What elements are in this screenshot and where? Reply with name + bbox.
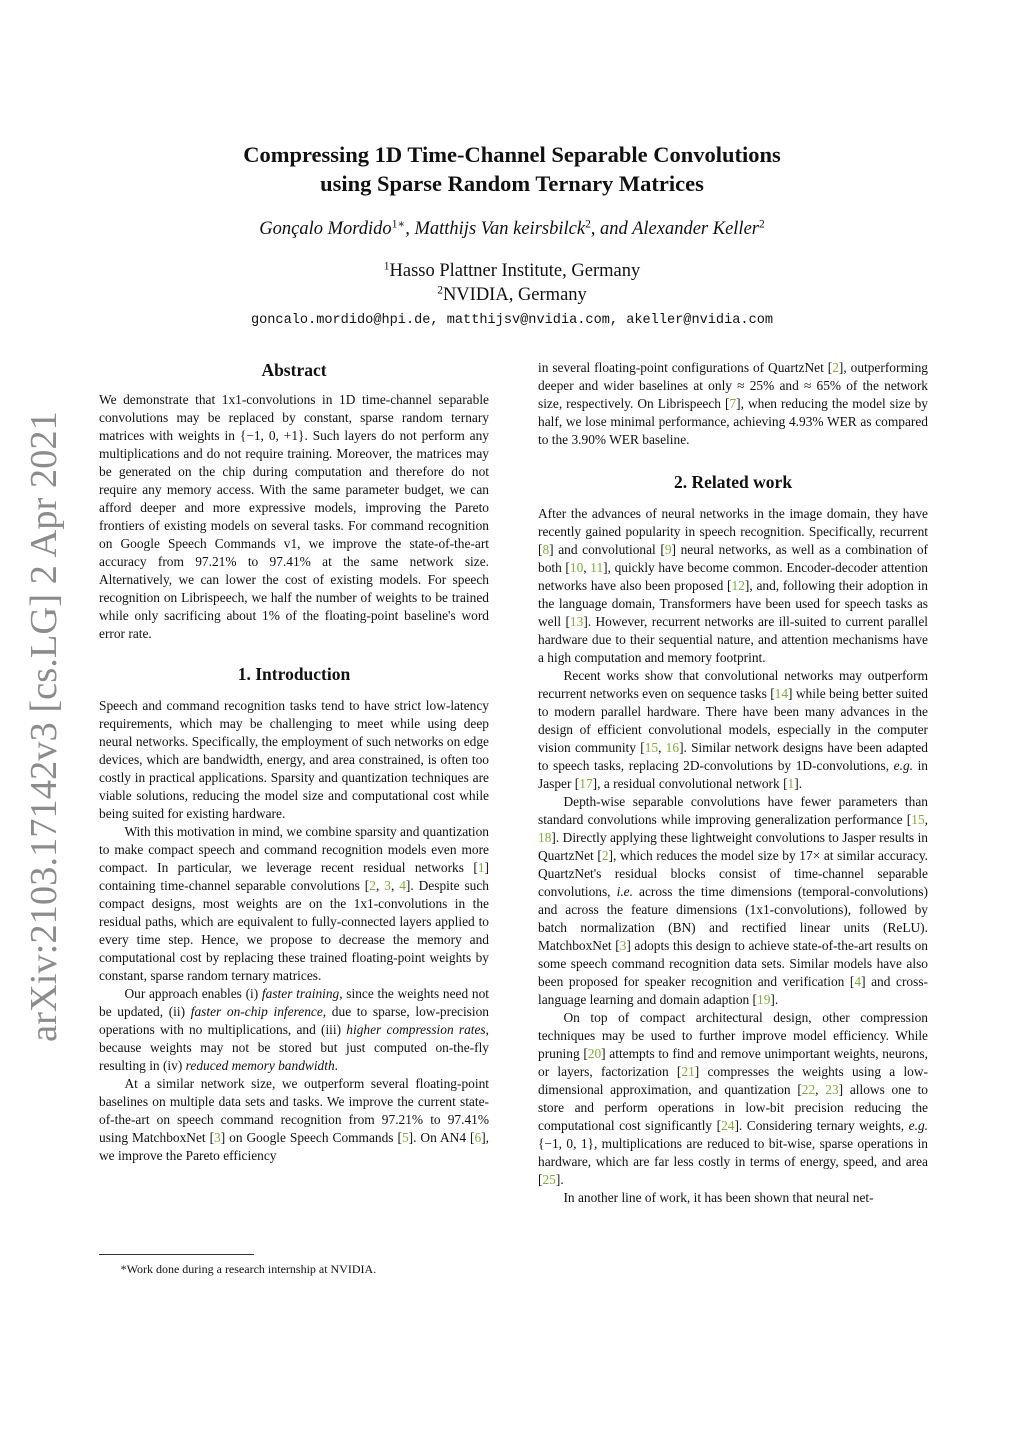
author-list: Gonçalo Mordido$^{1∗}$, Matthijs Van keirsbilck$^2$, and Alexander Keller$^2$ xyxy=(259,218,765,239)
citation-link[interactable]: 17 xyxy=(579,776,593,791)
left-column xyxy=(99,359,489,1165)
citation-link[interactable]: 3 xyxy=(214,1130,221,1145)
author-emails[interactable]: goncalo.mordido@hpi.de, matthijsv@nvidia.com, akeller@nvidia.com xyxy=(250,313,774,328)
citation-link[interactable]: 9 xyxy=(664,542,672,557)
intro-paragraph-3: Our approach enables (i) faster training, since the weights need not be updated, (ii) faster on-chip inference, due to sparse, low-precision operations with no multiplications, and (iii) higher compression rates, because weights may not be stored but just computed on-the-fly resulting in (iv) reduced memory bandwidth. xyxy=(99,986,489,1073)
citation-link[interactable]: 7 xyxy=(729,396,737,411)
citation-link[interactable]: 20 xyxy=(587,1046,602,1061)
footnote: *Work done during a research internship at NVIDIA. xyxy=(120,1262,377,1276)
affiliation-2-name: NVIDIA, Germany xyxy=(442,285,587,305)
paper-title xyxy=(160,140,864,198)
related-paragraph-1: After the advances of neural networks in the image domain, they have recently gained popularity in speech recognition. Specifically, recurrent [8] and convolutional [9] neural networks, as well as a combination of both [10, 11], quickly have become common. Encoder-decoder attention networks have also been proposed [12], and, following their adoption in the language domain, Transformers have been used for speech tasks as well [13]. However, recurrent networks are ill-suited to current parallel hardware due to their sequential nature, and attention mechanisms have a high computation and memory footprint. xyxy=(538,506,928,665)
citation-link[interactable]: 12 xyxy=(731,578,745,593)
citation-link[interactable]: 3 xyxy=(619,938,627,953)
arxiv-side-stamp[interactable]: arXiv:2103.17142v3 [cs.LG] 2 Apr 2021 xyxy=(23,411,65,1042)
citation-link[interactable]: 6 xyxy=(474,1130,482,1145)
citation-link[interactable]: 18 xyxy=(538,830,552,845)
affiliation-1-name: Hasso Plattner Institute, Germany xyxy=(389,261,641,281)
citation-link[interactable]: 4 xyxy=(854,974,862,989)
intro-paragraph-4: At a similar network size, we outperform several floating-point baselines on multiple data sets and tasks. We improve the current state-of-the-art on speech command recognition from 97.21% to 97.41% using MatchboxNet [3] on Google Speech Commands [5]. On AN4 [6], we improve the Pareto efficiency xyxy=(99,1076,489,1163)
footnote-rule xyxy=(99,1254,254,1255)
citation-link[interactable]: 22 xyxy=(801,1082,816,1097)
citation-link[interactable]: 8 xyxy=(542,542,550,557)
title-line-1: Compressing 1D Time-Channel Separable Convolutions xyxy=(243,142,781,167)
author-1-mark: 1∗ xyxy=(391,218,406,231)
author-3-mark: 2 xyxy=(758,218,765,231)
related-paragraph-2: Recent works show that convolutional networks may outperform recurrent networks even on sequence tasks [14] while being better suited to modern parallel hardware. There have been many advances in the design of efficient convolutional models, especially in the computer vision community [15, 16]. Similar network designs have been adapted to speech tasks, replacing 2D-convolutions by 1D-convolutions, e.g. in Jasper [17], a residual convolutional network [1]. xyxy=(538,668,929,791)
affiliations xyxy=(160,259,864,307)
citation-link[interactable]: 2 xyxy=(369,878,376,893)
citation-link[interactable]: 4 xyxy=(399,878,406,893)
intro-continued-paragraph: in several floating-point configurations of QuartzNet [2], outperforming deeper and wider baselines at only ≈ 25% and ≈ 65% of the network size, respectively. On Librispeech [7], when reducing the model size by half, we lose minimal performance, achieving 4.93% WER as compared to the 3.90% WER baseline. xyxy=(538,360,928,447)
citation-link[interactable]: 11 xyxy=(590,560,604,575)
title-line-2: using Sparse Random Ternary Matrices xyxy=(320,171,704,196)
abstract-text: We demonstrate that 1x1-convolutions in 1D time-channel separable convolutions may be replaced by constant, sparse random ternary matrices with weights in {−1, 0, +1}. Such layers do not perform any multiplications and do not require training. Moreover, the matrices may be generated on the chip during computation and therefore do not require any memory access. With the same parameter budget, we can afford deeper and more expressive models, improving the Pareto frontiers of existing models on several tasks. For command recognition on Google Speech Commands v1, we improve the state-of-the-art accuracy from 97.21% to 97.41% at the same network size. Alternatively, we can lower the cost of existing models. For speech recognition on Librispeech, we half the number of weights to be trained while only sacrificing about 1% of the floating-point baseline's word error rate. xyxy=(99,392,489,641)
citation-link[interactable]: 15 xyxy=(644,740,659,755)
citation-link[interactable]: 10 xyxy=(569,560,584,575)
citation-link[interactable]: 21 xyxy=(681,1064,695,1079)
citation-link[interactable]: 5 xyxy=(401,1130,409,1145)
citation-link[interactable]: 16 xyxy=(665,740,680,755)
citation-link[interactable]: 15 xyxy=(911,812,925,827)
intro-paragraph-2: With this motivation in mind, we combine sparsity and quantization to make compact speech and command recognition models even more compact. In particular, we leverage recent residual networks [1] containing time-channel separable convolutions [2, 3, 4]. Despite such compact designs, most weights are on the 1x1-convolutions in the residual paths, which are equivalent to fully-connected layers applied to every time step. Hence, we propose to decrease the memory and computational cost by replacing these trained floating-point weights by constant, sparse random ternary matrices. xyxy=(99,824,489,983)
affiliation-1-mark: 1 xyxy=(383,260,390,273)
citation-link[interactable]: 3 xyxy=(384,878,391,893)
related-work-heading: 2. Related work xyxy=(673,472,793,492)
abstract-heading: Abstract xyxy=(261,360,327,380)
introduction-heading: 1. Introduction xyxy=(237,664,351,684)
citation-link[interactable]: 2 xyxy=(832,360,839,375)
author-3: and Alexander Keller xyxy=(600,219,759,239)
related-paragraph-4: On top of compact architectural design, other compression techniques may be used to further improve model efficiency. While pruning [20] attempts to find and remove unimportant weights, neurons, or layers, factorization [21] compresses the weights using a low-dimensional approximation, and quantization [22, 23] allows one to store and perform operations in low-bit precision reducing the computational cost significantly [24]. Considering ternary weights, e.g. {−1, 0, 1}, multiplications are reduced to bit-wise, sparse operations in hardware, which are far less costly in terms of energy, speed, and area [25]. xyxy=(538,1010,929,1187)
affiliation-1 xyxy=(160,259,864,283)
author-1: Gonçalo Mordido xyxy=(259,219,392,239)
author-2-mark: 2 xyxy=(585,218,591,231)
affiliation-2 xyxy=(160,283,864,307)
citation-link[interactable]: 13 xyxy=(569,614,584,629)
citation-link[interactable]: 2 xyxy=(601,848,609,863)
citation-link[interactable]: 1 xyxy=(477,860,485,875)
intro-paragraph-1: Speech and command recognition tasks tend to have strict low-latency requirements, which may be challenging to meet while using deep neural networks. Specifically, the employment of such networks on edge devices, which are bandwidth, energy, and area constrained, is often too costly in practical applications. Sparsity and quantization techniques are viable solutions, reducing the model size and computational cost while being suited for existing hardware. xyxy=(99,698,489,821)
citation-link[interactable]: 1 xyxy=(787,776,795,791)
citation-link[interactable]: 25 xyxy=(542,1172,556,1187)
affiliation-2-mark: 2 xyxy=(437,284,443,297)
citation-link[interactable]: 19 xyxy=(757,992,771,1007)
citation-link[interactable]: 14 xyxy=(774,686,789,701)
related-paragraph-3: Depth-wise separable convolutions have fewer parameters than standard convolutions while improving generalization performance [15, 18]. Directly applying these lightweight convolutions to Jasper results in QuartzNet [2], which reduces the model size by 17× at similar accuracy. QuartzNet's residual blocks consist of time-channel separable convolutions, i.e. across the time dimensions (temporal-convolutions) and across the feature dimensions (1x1-convolutions), followed by batch normalization (BN) and rectified linear units (ReLU). MatchboxNet [3] adopts this design to achieve state-of-the-art results on some speech command recognition data sets. Similar models have also been proposed for speaker recognition and verification [4] and cross-language learning and domain adaption [19]. xyxy=(538,794,929,1007)
right-column xyxy=(538,359,928,1207)
author-2: Matthijs Van keirsbilck xyxy=(414,219,586,239)
citation-link[interactable]: 23 xyxy=(825,1082,839,1097)
related-paragraph-5: In another line of work, it has been shown that neural net- xyxy=(563,1190,874,1205)
citation-link[interactable]: 24 xyxy=(721,1118,735,1133)
